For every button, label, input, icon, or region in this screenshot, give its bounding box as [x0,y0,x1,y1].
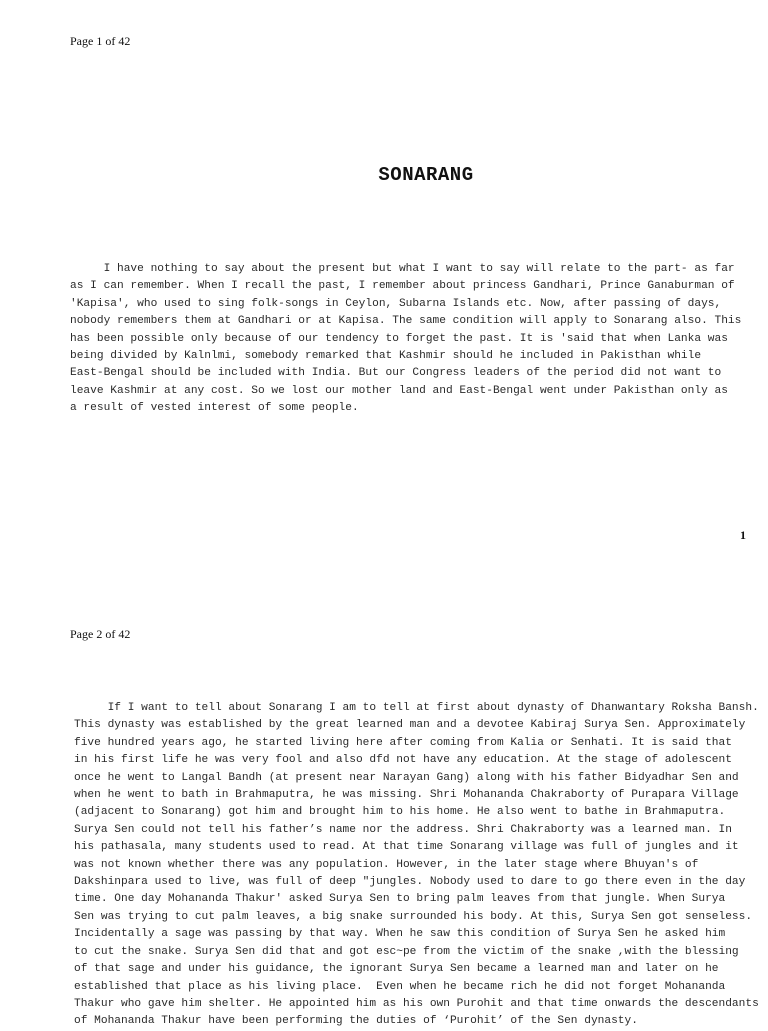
paragraph-line: Incidentally a sage was passing by that way. When he saw this condition of Surya Sen he asked him [74,928,726,941]
paragraph-line: being divided by Kalnlmi, somebody remarked that Kashmir should he included in Pakisthan while [70,350,702,363]
paragraph-line: Surya Sen could not tell his father’s name nor the address. Shri Chakraborty was a learned man. In [74,823,732,836]
paragraph-line: has been possible only because of our tendency to forget the past. It is 'said that when Lanka was [70,332,728,345]
paragraph-line: Dakshinpara used to live, was full of deep "jungles. Nobody used to dare to go there even in the day [74,876,746,889]
page-2-paragraph [74,700,759,1031]
paragraph-line: time. One day Mohananda Thakur' asked Surya Sen to bring palm leaves from that jungle. When Surya [74,893,726,906]
document-title: SONARANG [378,164,474,186]
paragraph-line: I have nothing to say about the present but what I want to say will relate to the part- as far [70,263,735,275]
paragraph-line: (adjacent to Sonarang) got him and brought him to his home. He also went to bathe in Brahmaputra. [74,806,726,819]
paragraph-line: Thakur who gave him shelter. He appointed him as his own Purohit and that time onwards the descendants [74,997,759,1010]
paragraph-line: 'Kapisa', who used to sing folk-songs in Ceylon, Subarna Islands etc. Now, after passing of days, [70,297,722,310]
page-2-header: Page 2 of 42 [70,627,131,641]
page-1-header: Page 1 of 42 [70,34,131,48]
paragraph-line: as I can remember. When I recall the past, I remember about princess Gandhari, Prince Ganaburman of [70,280,735,293]
paragraph-line: If I want to tell about Sonarang I am to tell at first about dynasty of Dhanwantary Roksha Bansh. [74,702,759,714]
page-1-paragraph [70,261,741,418]
page-1-number: 1 [740,528,746,542]
paragraph-line: of that sage and under his guidance, the ignorant Surya Sen became a learned man and later on he [74,963,719,976]
paragraph-line: a result of vested interest of some people. [70,402,359,415]
paragraph-line: nobody remembers them at Gandhari or at Kapisa. The same condition will apply to Sonarang also. This [70,315,742,328]
paragraph-line: was not known whether there was any population. However, in the later stage where Bhuyan's of [74,858,699,871]
paragraph-line: leave Kashmir at any cost. So we lost our mother land and East-Bengal went under Pakisthan only as [70,384,728,397]
paragraph-line: once he went to Langal Bandh (at present near Narayan Gang) along with his father Bidyadhar Sen and [74,771,739,784]
paragraph-line: to cut the snake. Surya Sen did that and got esc~pe from the victim of the snake ,with the blessing [74,945,739,958]
paragraph-line: his pathasala, many students used to read. At that time Sonarang village was full of jungles and it [74,841,739,854]
paragraph-line: when he went to bath in Brahmaputra, he was missing. Shri Mohananda Chakraborty of Purapara Village [74,789,739,802]
paragraph-line: in his first life he was very fool and also dfd not have any education. At the stage of adolescent [74,754,732,767]
paragraph-line: East-Bengal should be included with India. But our Congress leaders of the period did not want to [70,367,722,380]
paragraph-line: of Mohananda Thakur have been performing the duties of ‘Purohit’ of the Sen dynasty. [74,1015,638,1028]
paragraph-line: established that place as his living place. Even when he became rich he did not forget Mohananda [74,980,726,993]
paragraph-line: Sen was trying to cut palm leaves, a big snake surrounded his body. At this, Surya Sen got senseless. [74,910,753,923]
paragraph-line: This dynasty was established by the great learned man and a devotee Kabiraj Surya Sen. Approximately [74,719,746,732]
paragraph-line: five hundred years ago, he started living here after coming from Kalia or Senhati. It is said that [74,736,732,749]
